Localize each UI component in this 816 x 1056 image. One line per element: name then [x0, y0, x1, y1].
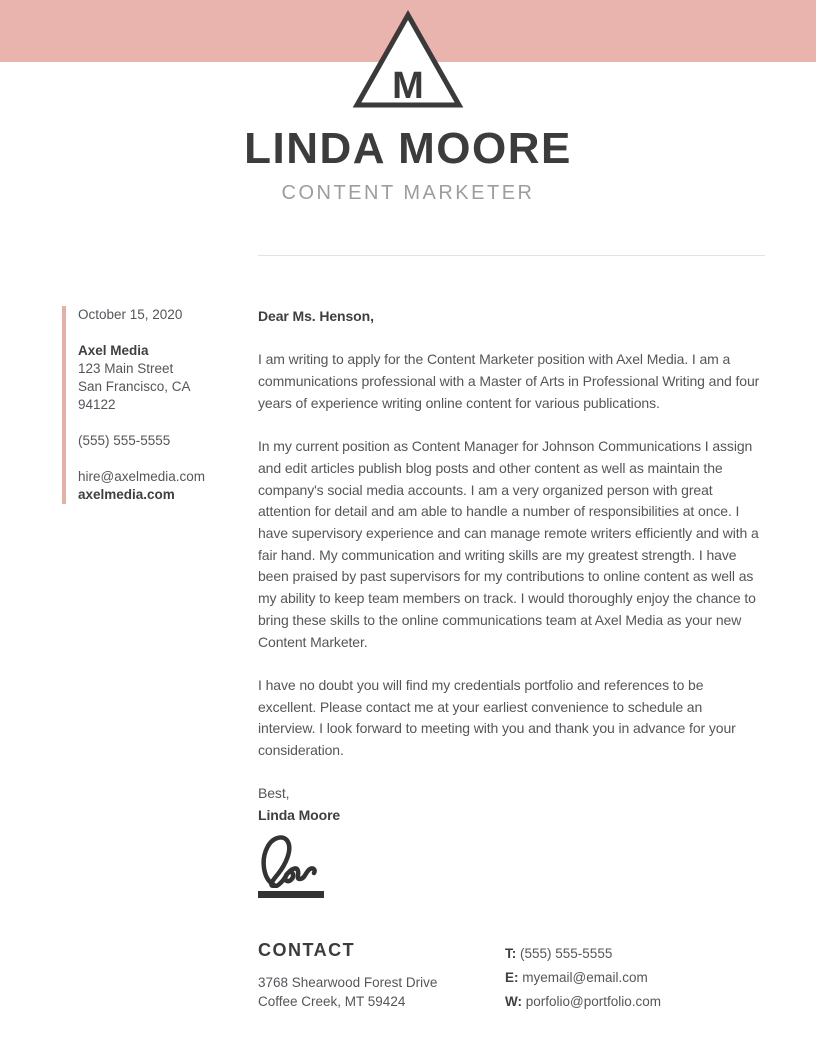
recipient-address-line: San Francisco, CA [78, 379, 191, 394]
recipient-phone: (555) 555-5555 [78, 433, 171, 448]
sender-phone-row [505, 942, 765, 966]
email-label: E: [505, 970, 519, 985]
letter-paragraph: I have no doubt you will find my credentials portfolio and references to be excellent. Please contact me at your earliest convenience to schedule an interview. I look forward to meeting with you and thank you in advance for your consideration. [258, 676, 736, 759]
recipient-email: hire@axelmedia.com [78, 469, 206, 484]
letter-body [258, 306, 763, 898]
letter-date: October 15, 2020 [78, 307, 183, 322]
logo-letter: M [392, 65, 424, 107]
person-job-title: CONTENT MARKETER [281, 182, 535, 204]
contact-footer [258, 940, 765, 1014]
sender-website: porfolio@portfolio.com [525, 994, 662, 1009]
sender-address-line: 3768 Shearwood Forest Drive [258, 975, 438, 990]
person-name: LINDA MOORE [244, 124, 572, 173]
header-divider [258, 255, 765, 256]
logo-triangle-icon [352, 10, 464, 110]
sender-email-row [505, 966, 765, 990]
handwritten-signature-icon [258, 834, 326, 888]
sender-phone: (555) 555-5555 [520, 946, 613, 961]
signature-name: Linda Moore [258, 807, 341, 824]
sender-email: myemail@email.com [522, 970, 648, 985]
signature-underline [258, 891, 324, 898]
website-label: W: [505, 994, 522, 1009]
contact-heading: CONTACT [258, 940, 356, 960]
recipient-sidebar [62, 306, 247, 504]
recipient-website: axelmedia.com [78, 487, 175, 502]
sender-website-row [505, 990, 765, 1014]
letter-paragraph: In my current position as Content Manager for Johnson Communications I assign and edit articles publish blog posts and other content as well as maintain the company's social media accounts. I am a very organized person with great attention for detail and am able to handle a number of responsibilities at once. I have supervisory experience and can manage remote writers efficiently and with a fair hand. My communication and writing skills are my greatest strength. I have been praised by past supervisors for my contributions to online content as well as my ability to keep team members on track. I would thoroughly enjoy the chance to bring these skills to the online communications team at Axel Media as your new Content Marketer. [258, 438, 759, 650]
closing-word: Best, [258, 785, 290, 802]
salutation: Dear Ms. Henson, [258, 308, 374, 324]
recipient-address-line: 123 Main Street [78, 361, 174, 376]
phone-label: T: [505, 946, 517, 961]
letter-paragraph: I am writing to apply for the Content Marketer position with Axel Media. I am a communications professional with a Master of Arts in Professional Writing and four years of experience writing online content for various publications. [258, 351, 760, 411]
recipient-company: Axel Media [78, 343, 149, 358]
sender-address-line: Coffee Creek, MT 59424 [258, 994, 406, 1009]
recipient-address-line: 94122 [78, 397, 116, 412]
